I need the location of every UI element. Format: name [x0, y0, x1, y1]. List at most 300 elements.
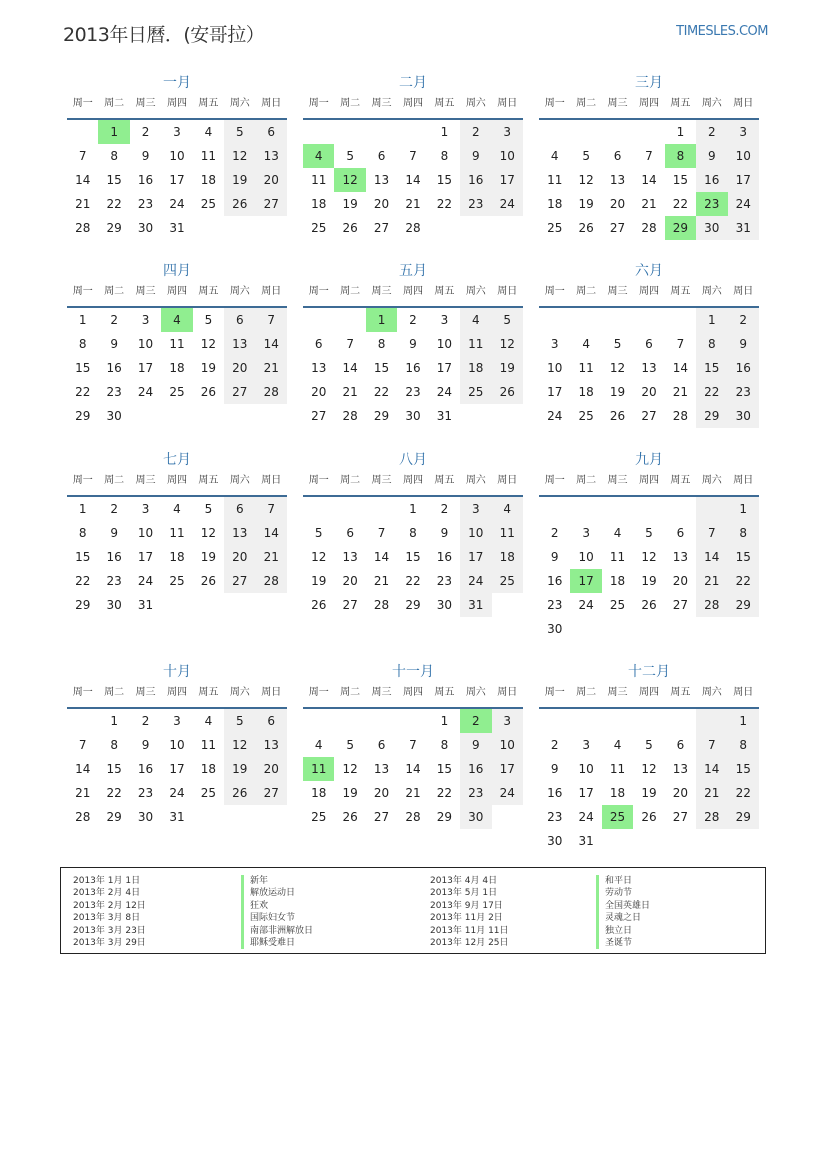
- day-cell: 18: [609, 574, 626, 588]
- day-cell: 23: [696, 192, 727, 216]
- day-cell: 29: [728, 805, 759, 829]
- weekday-label: 周六: [701, 687, 722, 698]
- day-cell: 8: [440, 149, 449, 163]
- day-cell: 9: [440, 526, 449, 540]
- weekday-label: 周三: [607, 286, 628, 297]
- empty-cell: [570, 497, 601, 521]
- day-cell: 14: [342, 361, 358, 375]
- day-cell: 17: [570, 569, 601, 593]
- day-cell: 14: [373, 550, 390, 564]
- day-cell: 6: [377, 149, 386, 163]
- day-cell: 13: [373, 173, 390, 187]
- legend-date: 2013年 3月 29日: [73, 937, 146, 948]
- day-cell: 9: [550, 550, 559, 564]
- day-grid: [539, 497, 759, 641]
- day-cell: 1: [728, 497, 759, 521]
- holiday-legend: [60, 867, 766, 954]
- day-cell: 7: [346, 337, 354, 351]
- empty-cell: [539, 308, 570, 332]
- day-cell: 18: [609, 786, 626, 800]
- day-cell: 21: [75, 197, 91, 211]
- day-cell: 29: [405, 598, 421, 612]
- weekday-label: 周五: [198, 286, 219, 297]
- weekday-label: 周二: [576, 475, 597, 486]
- day-cell: 13: [224, 521, 255, 545]
- empty-cell: [334, 497, 365, 521]
- day-cell: 30: [137, 810, 154, 824]
- day-cell: 20: [373, 197, 390, 211]
- day-cell: 21: [75, 786, 91, 800]
- empty-cell: [334, 308, 365, 332]
- day-cell: 13: [342, 550, 358, 564]
- empty-cell: [696, 829, 727, 853]
- day-cell: 4: [582, 337, 590, 351]
- day-cell: 24: [728, 192, 759, 216]
- empty-cell: [633, 829, 664, 853]
- weekday-label: 周一: [544, 475, 565, 486]
- weekday-label: 周六: [229, 475, 250, 486]
- day-cell: 10: [137, 526, 154, 540]
- weekday-label: 周四: [166, 475, 187, 486]
- weekday-label: 周四: [166, 98, 187, 109]
- day-cell: 27: [224, 380, 255, 404]
- day-cell: 18: [200, 762, 217, 776]
- month-calendar: [67, 260, 287, 428]
- day-cell: 26: [342, 810, 358, 824]
- day-cell: 25: [602, 805, 633, 829]
- day-cell: 10: [169, 738, 185, 752]
- weekday-label: 周日: [497, 687, 518, 698]
- legend-date: 2013年 4月 4日: [430, 876, 498, 886]
- day-cell: 31: [169, 221, 185, 235]
- empty-cell: [665, 709, 696, 733]
- empty-cell: [696, 497, 727, 521]
- weekday-label: 周二: [576, 98, 597, 109]
- weekday-label: 周三: [371, 475, 392, 486]
- weekday-label: 周五: [198, 687, 219, 698]
- weekday-label: 周日: [497, 98, 518, 109]
- day-cell: 13: [609, 173, 626, 187]
- empty-cell: [633, 709, 664, 733]
- weekday-label: 周五: [670, 286, 691, 297]
- day-cell: 22: [672, 197, 689, 211]
- empty-cell: [633, 617, 664, 641]
- day-cell: 8: [78, 337, 87, 351]
- day-cell: 14: [641, 173, 657, 187]
- day-cell: 15: [75, 550, 91, 564]
- empty-cell: [539, 497, 570, 521]
- weekday-label: 周四: [166, 286, 187, 297]
- day-cell: 25: [169, 574, 185, 588]
- day-cell: 11: [303, 757, 334, 781]
- day-cell: 18: [169, 550, 185, 564]
- day-cell: 16: [460, 168, 491, 192]
- day-grid: [67, 709, 287, 829]
- day-cell: 25: [492, 569, 523, 593]
- month-name: 十月: [163, 664, 191, 680]
- day-cell: 19: [609, 385, 626, 399]
- day-cell: 14: [75, 762, 91, 776]
- empty-cell: [161, 404, 192, 428]
- day-cell: 7: [409, 149, 417, 163]
- day-cell: 18: [492, 545, 523, 569]
- day-cell: 19: [641, 574, 657, 588]
- empty-cell: [492, 216, 523, 240]
- day-cell: 13: [256, 144, 287, 168]
- day-cell: 26: [609, 409, 626, 423]
- legend-date: 2013年 2月 12日: [73, 900, 146, 911]
- day-cell: 22: [728, 781, 759, 805]
- day-cell: 7: [377, 526, 386, 540]
- weekday-label: 周一: [544, 286, 565, 297]
- weekday-label: 周四: [402, 475, 423, 486]
- day-cell: 23: [547, 810, 563, 824]
- weekday-label: 周三: [607, 475, 628, 486]
- day-cell: 4: [303, 144, 334, 168]
- empty-cell: [460, 216, 491, 240]
- day-cell: 31: [728, 216, 759, 240]
- legend-date: 2013年 3月 8日: [73, 913, 141, 924]
- day-cell: 30: [547, 622, 563, 636]
- day-cell: 17: [137, 361, 154, 375]
- month-name: 五月: [399, 263, 427, 279]
- day-cell: 25: [547, 221, 563, 235]
- day-cell: 27: [342, 598, 358, 612]
- day-cell: 24: [460, 569, 491, 593]
- day-cell: 23: [460, 192, 491, 216]
- day-cell: 16: [696, 168, 727, 192]
- legend-holiday-name: 独立日: [596, 925, 650, 937]
- day-grid: [67, 120, 287, 240]
- day-cell: 22: [373, 385, 390, 399]
- day-cell: 20: [609, 197, 626, 211]
- day-cell: 1: [728, 709, 759, 733]
- weekday-label: 周四: [638, 475, 659, 486]
- day-cell: 12: [224, 144, 255, 168]
- day-cell: 21: [405, 197, 421, 211]
- day-cell: 6: [224, 497, 255, 521]
- day-cell: 23: [106, 385, 122, 399]
- day-cell: 1: [110, 714, 118, 728]
- empty-cell: [570, 709, 601, 733]
- day-cell: 18: [460, 356, 491, 380]
- day-cell: 24: [436, 385, 453, 399]
- day-cell: 10: [492, 733, 523, 757]
- empty-cell: [602, 709, 633, 733]
- day-cell: 3: [582, 526, 590, 540]
- weekday-label: 周四: [402, 286, 423, 297]
- day-cell: 29: [75, 409, 91, 423]
- day-cell: 3: [582, 738, 590, 752]
- day-cell: 22: [75, 385, 91, 399]
- day-cell: 31: [460, 593, 491, 617]
- day-cell: 11: [547, 173, 563, 187]
- weekday-label: 周日: [261, 286, 282, 297]
- legend-dates-left: [73, 875, 146, 949]
- day-cell: 13: [311, 361, 327, 375]
- weekday-label: 周二: [340, 687, 361, 698]
- day-cell: 27: [373, 221, 390, 235]
- day-cell: 2: [141, 714, 150, 728]
- weekday-label: 周一: [72, 475, 93, 486]
- day-cell: 21: [696, 781, 727, 805]
- day-cell: 28: [696, 805, 727, 829]
- month-name: 七月: [163, 452, 191, 468]
- month-calendar: [539, 449, 759, 641]
- day-cell: 2: [460, 120, 491, 144]
- day-cell: 17: [169, 762, 185, 776]
- day-cell: 16: [137, 173, 154, 187]
- day-cell: 14: [256, 521, 287, 545]
- day-cell: 3: [492, 709, 523, 733]
- day-cell: 5: [204, 313, 213, 327]
- day-cell: 21: [405, 786, 421, 800]
- month-calendar: [539, 72, 759, 240]
- day-cell: 28: [256, 569, 287, 593]
- month-name: 一月: [163, 75, 191, 91]
- day-cell: 7: [645, 149, 653, 163]
- weekday-label: 周六: [229, 286, 250, 297]
- empty-cell: [665, 829, 696, 853]
- day-cell: 13: [256, 733, 287, 757]
- day-cell: 15: [373, 361, 390, 375]
- legend-date: 2013年 3月 23日: [73, 925, 146, 936]
- day-cell: 25: [200, 197, 217, 211]
- day-cell: 11: [169, 526, 185, 540]
- weekday-label: 周六: [701, 286, 722, 297]
- day-cell: 15: [696, 356, 727, 380]
- weekday-header: [67, 471, 287, 497]
- empty-cell: [334, 709, 365, 733]
- day-cell: 11: [578, 361, 594, 375]
- day-cell: 5: [645, 738, 653, 752]
- day-cell: 19: [200, 550, 217, 564]
- empty-cell: [696, 709, 727, 733]
- weekday-label: 周五: [434, 687, 455, 698]
- day-cell: 16: [137, 762, 154, 776]
- month-calendar: [303, 661, 523, 829]
- day-cell: 15: [106, 762, 122, 776]
- day-cell: 24: [137, 385, 154, 399]
- day-grid: [539, 120, 759, 240]
- day-cell: 15: [106, 173, 122, 187]
- day-cell: 24: [578, 598, 594, 612]
- day-cell: 24: [578, 810, 594, 824]
- day-cell: 1: [696, 308, 727, 332]
- weekday-label: 周三: [135, 98, 156, 109]
- legend-date: 2013年 11月 11日: [430, 925, 509, 936]
- empty-cell: [492, 404, 523, 428]
- weekday-label: 周六: [465, 687, 486, 698]
- month-name: 十一月: [392, 664, 434, 680]
- empty-cell: [256, 216, 287, 240]
- weekday-header: [539, 471, 759, 497]
- day-cell: 14: [696, 545, 727, 569]
- day-cell: 29: [75, 598, 91, 612]
- day-cell: 16: [728, 356, 759, 380]
- day-cell: 11: [169, 337, 185, 351]
- day-cell: 16: [547, 574, 563, 588]
- day-cell: 23: [547, 598, 563, 612]
- empty-cell: [602, 617, 633, 641]
- site-logo[interactable]: TIMESLES.COM: [676, 24, 768, 39]
- day-cell: 11: [609, 550, 626, 564]
- empty-cell: [602, 120, 633, 144]
- day-cell: 6: [314, 337, 323, 351]
- day-cell: 14: [405, 762, 421, 776]
- day-cell: 24: [492, 781, 523, 805]
- month-calendar: [539, 260, 759, 428]
- day-cell: 1: [78, 313, 87, 327]
- legend-holiday-name: 国际妇女节: [241, 912, 313, 924]
- weekday-label: 周三: [607, 687, 628, 698]
- day-grid: [539, 709, 759, 853]
- day-cell: 30: [405, 409, 421, 423]
- legend-date: 2013年 9月 17日: [430, 900, 503, 911]
- empty-cell: [665, 497, 696, 521]
- day-cell: 2: [409, 313, 417, 327]
- empty-cell: [633, 308, 664, 332]
- empty-cell: [696, 617, 727, 641]
- day-cell: 11: [460, 332, 491, 356]
- weekday-header: [303, 471, 523, 497]
- empty-cell: [193, 404, 224, 428]
- day-cell: 3: [550, 337, 559, 351]
- weekday-label: 周四: [166, 687, 187, 698]
- day-cell: 30: [696, 216, 727, 240]
- day-cell: 22: [696, 380, 727, 404]
- day-cell: 23: [137, 786, 154, 800]
- day-cell: 17: [137, 550, 154, 564]
- day-cell: 8: [665, 144, 696, 168]
- weekday-label: 周五: [670, 475, 691, 486]
- day-cell: 5: [204, 502, 213, 516]
- legend-holiday-name: 解放运动日: [241, 887, 313, 899]
- weekday-label: 周五: [670, 98, 691, 109]
- empty-cell: [492, 805, 523, 829]
- weekday-label: 周六: [701, 98, 722, 109]
- day-cell: 10: [578, 762, 594, 776]
- day-cell: 30: [728, 404, 759, 428]
- day-cell: 6: [645, 337, 653, 351]
- day-cell: 24: [137, 574, 154, 588]
- weekday-label: 周二: [576, 687, 597, 698]
- day-cell: 23: [436, 574, 453, 588]
- weekday-label: 周五: [198, 98, 219, 109]
- day-grid: [67, 497, 287, 617]
- day-cell: 28: [342, 409, 358, 423]
- weekday-label: 周日: [733, 687, 754, 698]
- day-cell: 25: [200, 786, 217, 800]
- legend-holiday-name: 和平日: [596, 875, 650, 887]
- weekday-label: 周一: [308, 475, 329, 486]
- day-cell: 28: [672, 409, 689, 423]
- day-cell: 31: [578, 834, 594, 848]
- day-cell: 6: [613, 149, 622, 163]
- weekday-header: [303, 282, 523, 308]
- day-cell: 24: [169, 197, 185, 211]
- day-cell: 8: [110, 149, 118, 163]
- weekday-label: 周六: [701, 475, 722, 486]
- day-cell: 28: [641, 221, 657, 235]
- day-cell: 1: [366, 308, 397, 332]
- day-cell: 23: [460, 781, 491, 805]
- day-cell: 1: [78, 502, 87, 516]
- day-grid: [303, 709, 523, 829]
- day-cell: 4: [204, 714, 213, 728]
- weekday-label: 周一: [544, 687, 565, 698]
- weekday-label: 周日: [497, 286, 518, 297]
- day-cell: 21: [256, 545, 287, 569]
- day-cell: 18: [578, 385, 594, 399]
- day-cell: 19: [492, 356, 523, 380]
- day-cell: 28: [405, 221, 421, 235]
- month-name: 四月: [163, 263, 191, 279]
- day-cell: 9: [110, 337, 118, 351]
- day-cell: 4: [204, 125, 213, 139]
- day-cell: 20: [224, 545, 255, 569]
- empty-cell: [224, 593, 255, 617]
- day-cell: 29: [665, 216, 696, 240]
- day-cell: 6: [256, 709, 287, 733]
- day-cell: 20: [256, 168, 287, 192]
- day-cell: 13: [672, 762, 689, 776]
- day-cell: 24: [547, 409, 563, 423]
- month-name: 九月: [635, 452, 663, 468]
- day-cell: 1: [409, 502, 417, 516]
- day-cell: 29: [696, 404, 727, 428]
- day-cell: 1: [676, 125, 685, 139]
- day-cell: 14: [256, 332, 287, 356]
- day-cell: 31: [169, 810, 185, 824]
- day-cell: 22: [728, 569, 759, 593]
- day-cell: 6: [676, 526, 685, 540]
- empty-cell: [492, 593, 523, 617]
- day-grid: [303, 120, 523, 240]
- day-cell: 5: [645, 526, 653, 540]
- empty-cell: [570, 617, 601, 641]
- empty-cell: [366, 709, 397, 733]
- day-cell: 7: [78, 738, 87, 752]
- day-cell: 5: [314, 526, 323, 540]
- day-cell: 8: [728, 733, 759, 757]
- month-calendar: [303, 260, 523, 428]
- day-cell: 2: [550, 738, 559, 752]
- day-cell: 15: [405, 550, 421, 564]
- day-cell: 27: [373, 810, 390, 824]
- day-cell: 30: [547, 834, 563, 848]
- empty-cell: [256, 404, 287, 428]
- day-cell: 4: [173, 502, 181, 516]
- month-name: 八月: [399, 452, 427, 468]
- legend-names-left: [241, 875, 313, 949]
- legend-holiday-name: 耶稣受难日: [241, 937, 313, 949]
- day-cell: 18: [311, 197, 327, 211]
- day-cell: 8: [440, 738, 449, 752]
- weekday-label: 周三: [371, 687, 392, 698]
- weekday-label: 周日: [497, 475, 518, 486]
- day-cell: 11: [311, 173, 327, 187]
- day-cell: 10: [137, 337, 154, 351]
- empty-cell: [224, 805, 255, 829]
- day-grid: [303, 308, 523, 428]
- day-cell: 6: [256, 120, 287, 144]
- day-cell: 27: [224, 569, 255, 593]
- day-cell: 31: [137, 598, 154, 612]
- day-cell: 28: [373, 598, 390, 612]
- legend-holiday-name: 劳动节: [596, 887, 650, 899]
- day-cell: 23: [137, 197, 154, 211]
